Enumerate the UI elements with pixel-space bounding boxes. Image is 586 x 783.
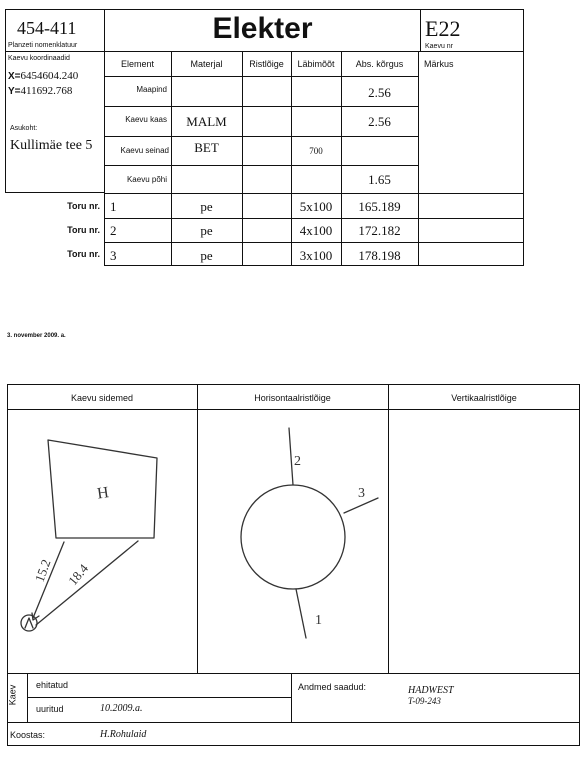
footer-divider — [7, 673, 580, 674]
pipe-label-1: 1 — [315, 613, 322, 628]
data-from-code: T-09-243 — [408, 696, 441, 706]
pipe-number: 3 — [110, 248, 117, 263]
col-header-cross-section: Ristlõige — [249, 59, 284, 69]
pipe-diameter: 5x100 — [299, 199, 333, 214]
row-divider — [104, 136, 418, 137]
connections-sketch — [7, 410, 197, 672]
pipe-abs-height: 178.198 — [358, 248, 401, 263]
data-from-company: HADWEST — [408, 685, 454, 696]
row-abs-height: 2.56 — [368, 114, 391, 129]
row-divider — [104, 76, 418, 77]
data-from-label: Andmed saadud: — [298, 682, 367, 692]
footer-row-divider — [27, 697, 291, 698]
col-header-notes: Märkus — [424, 59, 454, 69]
measure-label-2: 18.4 — [65, 560, 92, 589]
page-title: Elekter — [212, 12, 313, 45]
pipe-line-1 — [296, 589, 306, 638]
measure-label-1: 15.2 — [31, 557, 54, 584]
coord-y-label: Y= — [8, 86, 21, 97]
well-number-label: Kaevu nr — [425, 43, 454, 50]
horizontal-section-sketch — [198, 410, 388, 672]
coord-x-label: X= — [8, 71, 21, 82]
col-divider — [242, 51, 243, 266]
footer-row-divider — [7, 722, 580, 723]
coord-y — [8, 85, 72, 97]
pipe-diameter: 3x100 — [299, 248, 333, 263]
pipe-number: 2 — [110, 223, 117, 238]
pipe-abs-height: 165.189 — [358, 199, 401, 214]
col-header-material: Materjal — [190, 59, 223, 69]
col-header-abs-height: Abs. kõrgus — [355, 59, 404, 69]
section-title-connections: Kaevu sidemed — [70, 393, 134, 403]
pipe-label: Toru nr. — [67, 249, 100, 259]
pipe-label-3: 3 — [358, 486, 365, 501]
nomenclature-value: 454-411 — [17, 18, 77, 38]
row-abs-height: 1.65 — [368, 172, 391, 187]
pipe-material: pe — [200, 248, 213, 263]
col-divider — [418, 51, 419, 266]
pipe-label-2: 2 — [294, 454, 301, 469]
footer-col-divider — [291, 673, 292, 722]
row-element: Kaevu põhi — [126, 175, 167, 184]
well-symbol-mark — [25, 618, 33, 628]
col-header-diameter: Läbimõõt — [297, 59, 335, 69]
pipe-diameter: 4x100 — [299, 223, 333, 238]
pipe-material: pe — [200, 223, 213, 238]
coord-y-value: 411692.768 — [20, 85, 73, 97]
row-element: Kaevu kaas — [125, 115, 167, 124]
row-diameter: 700 — [309, 146, 323, 156]
row-divider — [104, 218, 524, 219]
location-value: Kullimäe tee 5 — [10, 138, 93, 153]
location-label: Asukoht: — [10, 125, 38, 132]
coord-x — [8, 70, 78, 82]
row-abs-height: 2.56 — [368, 85, 391, 100]
section-title-horizontal: Horisontaalristlõige — [254, 393, 331, 403]
coords-label: Kaevu koordinaadid — [8, 55, 70, 62]
well-circle — [241, 485, 345, 589]
row-divider — [104, 165, 418, 166]
nomenclature-label: Planzeti nomenklatuur — [8, 42, 78, 49]
coord-x-value: 6454604.240 — [20, 70, 79, 82]
author-label: Koostas: — [10, 730, 46, 740]
date-stamp: 3. november 2009. a. — [7, 333, 66, 339]
row-divider — [104, 106, 418, 107]
author-value: H.Rohulaid — [100, 729, 147, 740]
row-divider — [104, 242, 524, 243]
pipe-abs-height: 172.182 — [358, 223, 401, 238]
pipe-label: Toru nr. — [67, 201, 100, 211]
connection-line-2 — [36, 541, 138, 625]
section-divider — [388, 384, 389, 673]
row-material: MALM — [186, 114, 227, 129]
pipe-label: Toru nr. — [67, 225, 100, 235]
pipe-number: 1 — [110, 199, 117, 214]
building-label: H — [96, 484, 110, 503]
pipe-line-2 — [289, 428, 293, 485]
surveyed-label: uuritud — [36, 704, 64, 714]
row-element: Kaevu seinad — [120, 146, 169, 155]
well-number: E22 — [425, 16, 461, 41]
surveyed-value: 10.2009.a. — [100, 703, 143, 714]
row-element: Maapind — [136, 85, 167, 94]
row-material: BET — [194, 140, 219, 155]
pipe-material: pe — [200, 199, 213, 214]
section-title-vertical: Vertikaalristlõige — [451, 393, 517, 403]
row-divider — [104, 193, 524, 194]
built-label: ehitatud — [36, 680, 69, 690]
kaev-label: Kaev — [7, 684, 18, 706]
col-header-element: Element — [120, 59, 155, 69]
